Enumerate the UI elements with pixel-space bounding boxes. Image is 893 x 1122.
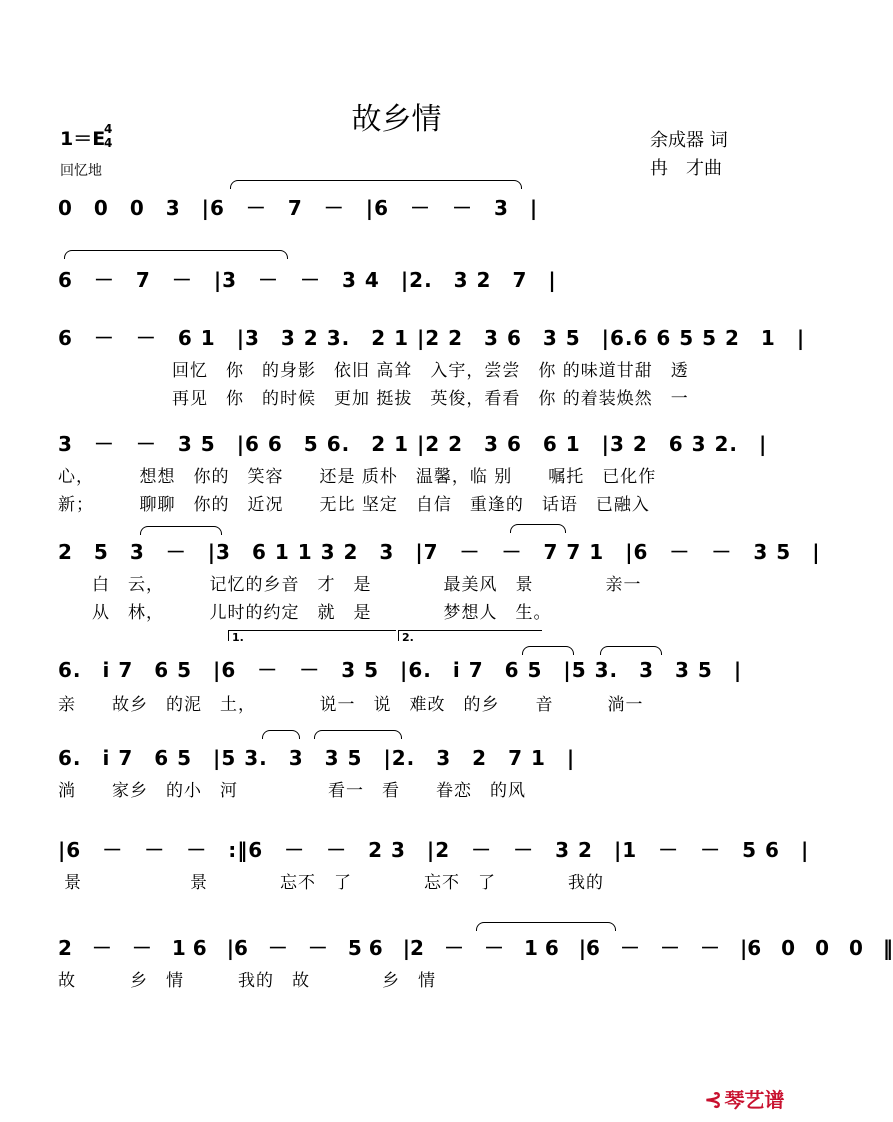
lyric-line: 白 云， 记忆的乡音 才 是 最美风 景 亲一	[92, 575, 642, 595]
second-ending-bracket: 2.	[398, 630, 542, 641]
notation-row: |6 － － － :‖6 － － 2 3 |2 － － 3 2 |1 － － 5 6 |	[58, 838, 810, 862]
key-signature: 1＝E	[60, 128, 106, 150]
lyric-line: 景 景 忘不 了 忘不 了 我的	[64, 873, 604, 893]
tie-slur	[64, 250, 288, 259]
notation-row: 3 － － 3 5 |6 6 5 6. 2 1 |2 2 3 6 6 1 |3 2 6 3 2. |	[58, 432, 768, 456]
time-signature-top: 4	[104, 122, 113, 136]
notation-row: 2 5 3 － |3 6 1 1 3 2 3 |7 － － 7 7 1 |6 － － 3 5 |	[58, 540, 821, 564]
time-signature-bottom: 4	[104, 136, 113, 150]
notation-row: 2 － － 1 6 |6 － － 5 6 |2 － － 1 6 |6 － － － |6 0 0 0 ‖	[58, 936, 893, 960]
lyric-line: 新； 聊聊 你的 近况 无比 坚定 自信 重逢的 话语 已融入	[58, 495, 650, 515]
tie-slur	[230, 180, 522, 189]
logo-icon: ⊰	[704, 1088, 723, 1113]
time-signature	[104, 122, 112, 150]
notation-row: 0 0 0 3 |6 － 7 － |6 － － 3 |	[58, 196, 539, 220]
watermark-logo	[704, 1084, 784, 1113]
lyric-line: 心， 想想 你的 笑容 还是 质朴 温馨，临 别 嘱托 已化作	[58, 467, 657, 487]
notation-row: 6 － 7 － |3 － － 3 4 |2. 3 2 7 |	[58, 268, 557, 292]
notation-row: 6 － － 6 1 |3 3 2 3. 2 1 |2 2 3 6 3 5 |6.6 6 5 5 2 1 |	[58, 326, 806, 350]
watermark-text: 琴艺谱	[724, 1088, 785, 1112]
triplet-slur	[510, 524, 566, 533]
lyric-line: 亲 故乡 的泥 土， 说一 说 难改 的乡 音 淌一	[58, 695, 644, 715]
composer-credit: 冉 才曲	[650, 158, 722, 179]
lyricist-credit: 余成器 词	[650, 130, 728, 151]
first-ending-bracket: 1.	[228, 630, 396, 641]
tempo-mood: 回忆地	[60, 163, 102, 179]
song-title: 故乡情	[351, 102, 442, 137]
tie-slur	[476, 922, 616, 931]
lyric-line: 从 林， 儿时的约定 就 是 梦想人 生。	[92, 603, 552, 623]
tie-slur	[314, 730, 402, 739]
lyric-line: 回忆 你 的身影 依旧 高耸 入宇，尝尝 你 的味道甘甜 透	[172, 361, 689, 381]
notation-row: 6. i 7 6 5 |6 － － 3 5 |6. i 7 6 5 |5 3. 3 3 5 |	[58, 658, 743, 682]
lyric-line: 故 乡 情 我的 故 乡 情	[58, 971, 436, 991]
lyric-line: 再见 你 的时候 更加 挺拔 英俊，看看 你 的着装焕然 一	[172, 389, 689, 409]
notation-row: 6. i 7 6 5 |5 3. 3 3 5 |2. 3 2 7 1 |	[58, 746, 576, 770]
lyric-line: 淌 家乡 的小 河 看一 看 眷恋 的风	[58, 781, 526, 801]
tie-slur	[140, 526, 222, 535]
tie-slur	[262, 730, 300, 739]
